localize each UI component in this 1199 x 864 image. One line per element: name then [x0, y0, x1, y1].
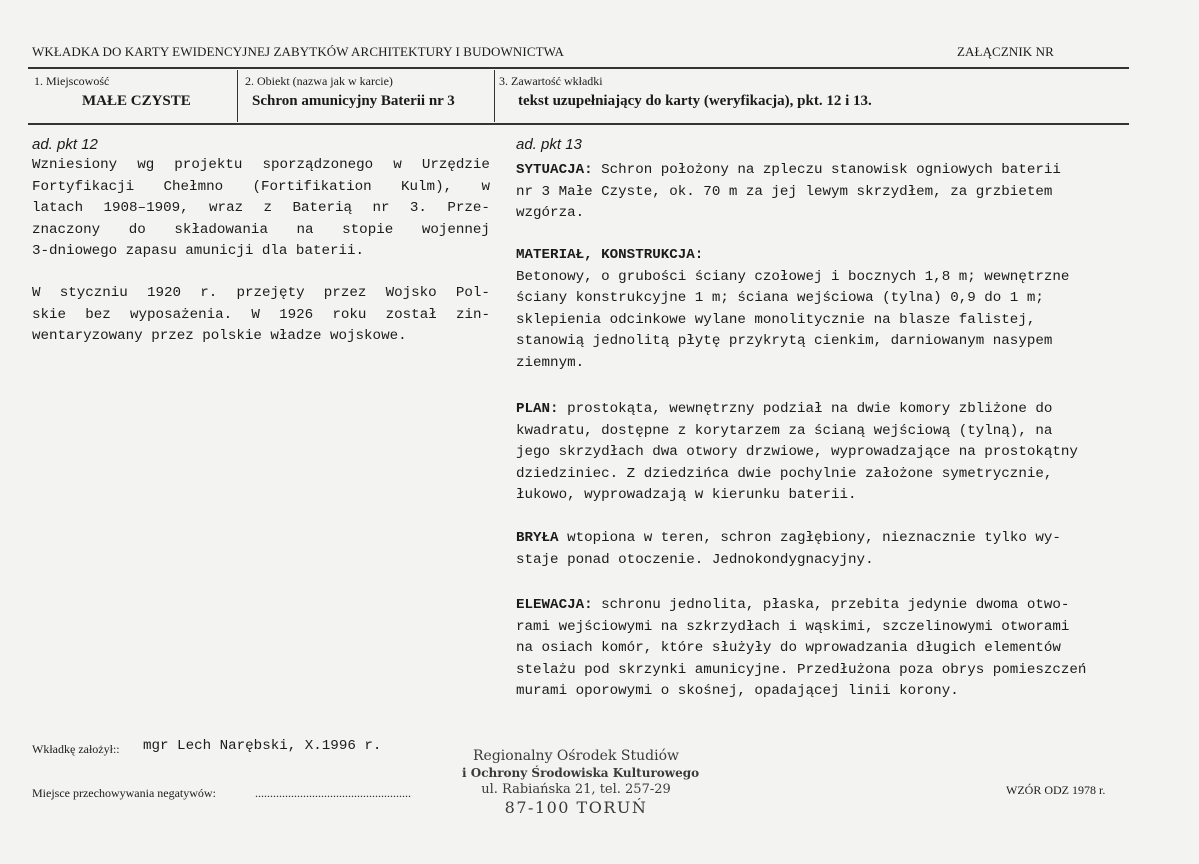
- text-line: Schron położony na zpleczu stanowisk ogniowych baterii: [592, 162, 1061, 178]
- text-line: latach 1908–1909, wraz z Baterią nr 3. Prze-: [32, 200, 490, 216]
- storage-label: Miejsce przechowywania negatywów:: [32, 786, 216, 800]
- form-pattern: WZÓR ODZ 1978 r.: [1006, 783, 1106, 797]
- section-plan: [516, 399, 1176, 507]
- text-line: dziedziniec. Z dziedzińca dwie pochylnie założone symetrycznie,: [516, 465, 1053, 482]
- text-line: sklepienia odcinkowe wylane monolitycznie na blasze falistej,: [516, 311, 1036, 328]
- text-line: staje ponad otoczenie. Jednokondygnacyjny.: [516, 551, 874, 568]
- field-place-value: MAŁE CZYSTE: [82, 93, 191, 109]
- field-content-label: 3. Zawartość wkładki: [499, 74, 603, 88]
- text-line: stelażu pod skrzynki amunicyjne. Przedłużona poza obrys pomieszczeń: [516, 661, 1087, 678]
- author-value: mgr Lech Narębski, X.1996 r.: [143, 738, 382, 754]
- text-line: murami oporowymi o skośnej, opadającej linii korony.: [516, 683, 959, 699]
- text-line: ściany konstrukcyjne 1 m; ściana wejściowa (tylna) 0,9 do 1 m;: [516, 290, 1044, 306]
- text-line: rami wejściowymi na szkrzydłach i wąskimi, szczelinowymi otworami: [516, 618, 1070, 635]
- header-rule-top: [28, 67, 1129, 69]
- header-rule-bottom: [28, 123, 1129, 125]
- paragraph-takeover: [32, 283, 490, 348]
- term-elewacja: ELEWACJA:: [516, 597, 593, 613]
- text-line: 3-dniowego zapasu amunicji dla baterii.: [32, 243, 365, 259]
- paragraph-history: [32, 155, 490, 263]
- form-title: WKŁADKA DO KARTY EWIDENCYJNEJ ZABYTKÓW ARCHITEKTURY I BUDOWNICTWA: [32, 44, 565, 59]
- text-line: znaczony do składowania na stopie wojennej: [32, 221, 490, 238]
- text-line: na osiach komór, które służyły do wprowadzania długich elementów: [516, 640, 1061, 656]
- section-sytuacja: [516, 160, 1176, 225]
- text-line: Wzniesiony wg projektu sporządzonego w Urzędzie: [32, 157, 490, 173]
- field-content-value: tekst uzupełniający do karty (weryfikacja), pkt. 12 i 13.: [518, 93, 872, 109]
- field-place-label: 1. Miejscowość: [34, 74, 110, 88]
- term-sytuacja: SYTUACJA:: [516, 162, 593, 178]
- institution-stamp: [462, 748, 700, 818]
- section-elewacja: [516, 595, 1176, 703]
- stamp-line-3: ul. Rabiańska 21, tel. 257-29: [481, 782, 671, 797]
- text-line: prostokąta, wewnętrzny podział na dwie komory zbliżone do: [558, 401, 1053, 417]
- stamp-line-1: Regionalny Ośrodek Studiów: [473, 748, 679, 764]
- section-material: [516, 245, 1176, 374]
- stamp-line-2: i Ochrony Środowiska Kulturowego: [462, 766, 700, 780]
- text-line: skie bez wyposażenia. W 1926 roku został zin-: [32, 306, 490, 323]
- text-line: kwadratu, dostępne z korytarzem za ścianą wejściową (tylną), na: [516, 422, 1053, 439]
- field-divider-2: [494, 70, 495, 122]
- section-heading-pkt13: ad. pkt 13: [516, 136, 582, 153]
- attachment-label: ZAŁĄCZNIK NR: [957, 44, 1054, 59]
- term-bryla: BRYŁA: [516, 530, 559, 546]
- stamp-line-4: 87-100 TORUŃ: [504, 798, 648, 817]
- text-line: wentaryzowany przez polskie władze wojskowe.: [32, 328, 407, 344]
- text-line: wtopiona w teren, schron zagłębiony, nieznacznie tylko wy-: [558, 530, 1061, 546]
- section-heading-pkt12: ad. pkt 12: [32, 136, 98, 153]
- field-object-value: Schron amunicyjny Baterii nr 3: [252, 93, 455, 109]
- text-line: ziemnym.: [516, 354, 585, 371]
- text-line: jego skrzydłach dwa otwory drzwiowe, wyprowadzające na prostokątny: [516, 444, 1078, 460]
- text-line: stanowią jednolitą płytę przykrytą cienkim, darniowanym nasypem: [516, 333, 1053, 349]
- term-material: MATERIAŁ, KONSTRUKCJA:: [516, 247, 704, 263]
- text-line: nr 3 Małe Czyste, ok. 70 m za jej lewym skrzydłem, za grzbietem: [516, 183, 1053, 200]
- text-line: Betonowy, o grubości ściany czołowej i bocznych 1,8 m; wewnętrzne: [516, 268, 1070, 285]
- text-line: wzgórza.: [516, 205, 585, 221]
- text-line: Fortyfikacji Chełmno (Fortifikation Kulm), w: [32, 178, 490, 195]
- term-plan: PLAN:: [516, 401, 559, 417]
- text-line: łukowo, wyprowadzają w kierunku baterii.: [516, 487, 857, 503]
- storage-dots: ....................................................: [255, 786, 411, 800]
- section-bryla: [516, 528, 1176, 571]
- field-divider-1: [237, 70, 238, 122]
- field-object-label: 2. Obiekt (nazwa jak w karcie): [245, 74, 393, 88]
- text-line: schronu jednolita, płaska, przebita jedynie dwoma otwo-: [592, 597, 1070, 613]
- text-line: W styczniu 1920 r. przejęty przez Wojsko Pol-: [32, 285, 490, 301]
- author-label: Wkładkę założył::: [32, 742, 120, 756]
